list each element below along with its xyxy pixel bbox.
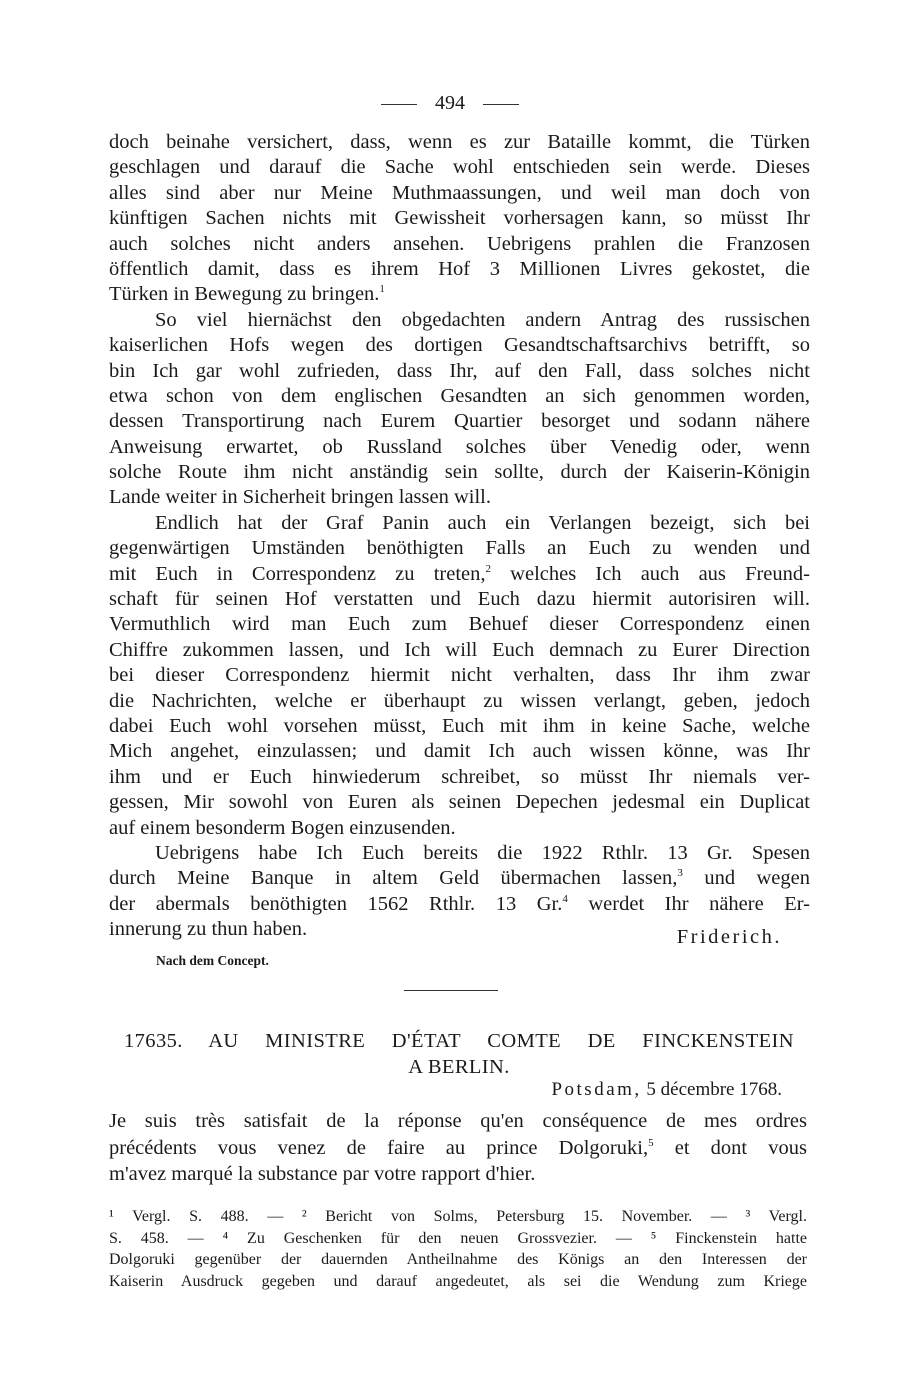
footnote-line <box>109 1206 807 1228</box>
body-line-text: auch solches nicht anders ansehen. Uebrigens prahlen die Franzosen <box>109 232 810 255</box>
body-line <box>109 841 810 866</box>
body-line <box>109 689 810 714</box>
body-line-text: künftigen Sachen nichts mit Gewissheit vorhersagen kann, so müsst Ihr <box>109 207 810 230</box>
body-line-text: etwa schon von dem englischen Gesandten an sich genommen worden, <box>109 384 810 407</box>
body-line-text: Türken in Bewegung zu bringen. <box>109 283 380 306</box>
body-line <box>109 562 810 587</box>
footnote-marker: 2 <box>485 562 491 575</box>
body-line-text: bin Ich gar wohl zufrieden, dass Ihr, auf den Fall, dass solches nicht <box>109 359 810 382</box>
body-line <box>109 790 810 815</box>
letter-line-continuation: et dont vous <box>653 1136 807 1159</box>
document-title-line2: A BERLIN. <box>408 1056 510 1078</box>
body-line <box>109 714 810 739</box>
body-line <box>109 282 810 307</box>
body-line-text: kaiserlichen Hofs wegen des dortigen Gesandtschaftsarchivs betrifft, so <box>109 334 810 357</box>
document-heading-line1 <box>124 1028 794 1054</box>
header-dash-left <box>381 104 417 105</box>
body-line <box>109 257 810 282</box>
document-heading <box>124 1028 794 1080</box>
body-line <box>109 892 810 917</box>
letter-line <box>109 1135 807 1162</box>
document-title-line1: AU MINISTRE D'ÉTAT COMTE DE FINCKENSTEIN <box>208 1030 794 1052</box>
body-line-text: durch Meine Banque in altem Geld übermachen lassen, <box>109 867 678 890</box>
body-line-text: gegenwärtigen Umständen benöthigten Falls an Euch zu wenden und <box>109 537 810 560</box>
body-line <box>109 384 810 409</box>
body-line <box>109 155 810 180</box>
body-line-text: alles sind aber nur Meine Muthmaassungen, und weil man doch von <box>109 181 810 204</box>
letter-line <box>109 1161 807 1188</box>
body-line <box>109 511 810 536</box>
body-line-text: dessen Transportirung nach Eurem Quartier besorget und sodann nähere <box>109 410 810 433</box>
body-line-text: solche Route ihm nicht anständig sein sollte, durch der Kaiserin-Königin <box>109 461 810 484</box>
body-line <box>109 485 810 510</box>
body-line <box>109 130 810 155</box>
body-lines <box>109 130 810 917</box>
body-line-text: Endlich hat der Graf Panin auch ein Verlangen bezeigt, sich bei <box>155 511 810 534</box>
body-line <box>109 435 810 460</box>
body-line-text: So viel hiernächst den obgedachten andern Antrag des russischen <box>155 308 810 331</box>
body-line-text: Uebrigens habe Ich Euch bereits die 1922 Rthlr. 13 Gr. Spesen <box>155 841 810 864</box>
body-line-continuation: welches Ich auch aus Freund- <box>491 562 810 585</box>
letter-line-text: Je suis très satisfait de la réponse qu'en conséquence de mes ordres <box>109 1110 807 1132</box>
body-line-text: Mich angehet, einzulassen; und damit Ich auch wissen könne, was Ihr <box>109 740 810 763</box>
footnote-line-text: S. 458. — ⁴ Zu Geschenken für den neuen Grossvezier. — ⁵ Finckenstein hatte <box>109 1229 807 1247</box>
closing-line: innerung zu thun haben. <box>109 918 308 941</box>
body-line <box>109 308 810 333</box>
closing-row <box>109 917 810 949</box>
footnote-marker: 4 <box>562 892 568 905</box>
body-line-text: Lande weiter in Sicherheit bringen lassen will. <box>109 486 491 509</box>
footnote-marker: 5 <box>648 1136 654 1149</box>
body-line <box>109 460 810 485</box>
page-number: 494 <box>435 92 465 114</box>
footnotes <box>109 1206 807 1292</box>
body-line-text: Chiffre zukommen lassen, und Ich will Euch demnach zu Eurer Direction <box>109 638 810 661</box>
body-line <box>109 765 810 790</box>
body-line-text: geschlagen und darauf die Sache wohl entschieden sein werde. Dieses <box>109 156 810 179</box>
body-line-text: schaft für seinen Hof verstatten und Euch dazu hiermit autorisiren will. <box>109 588 810 611</box>
body-line <box>109 333 810 358</box>
body-line <box>109 816 810 841</box>
footnote-marker: 1 <box>379 283 385 296</box>
body-line <box>109 866 810 891</box>
body-line <box>109 739 810 764</box>
body-line-text: Anweisung erwartet, ob Russland solches über Venedig oder, wenn <box>109 435 810 458</box>
body-line-continuation: werdet Ihr nähere Er- <box>567 892 810 915</box>
body-line <box>109 587 810 612</box>
dateline <box>551 1079 782 1101</box>
body-line <box>109 232 810 257</box>
body-line-text: mit Euch in Correspondenz zu treten, <box>109 562 486 585</box>
body-line-text: bei dieser Correspondenz hiermit nicht verhalten, dass Ihr ihm zwar <box>109 664 810 687</box>
header-dash-right <box>483 104 519 105</box>
body-line <box>109 612 810 637</box>
body-line <box>109 181 810 206</box>
letter-body-text <box>109 130 810 949</box>
footnote-marker: 3 <box>677 867 683 880</box>
body-line-text: ihm und er Euch hinwiederum schreibet, so müsst Ihr niemals ver- <box>109 765 810 788</box>
french-letter-text <box>109 1108 807 1188</box>
body-line-text: der abermals benöthigten 1562 Rthlr. 13 Gr. <box>109 892 563 915</box>
document-number: 17635. <box>124 1030 183 1052</box>
body-line <box>109 536 810 561</box>
body-line-text: öffentlich damit, dass es ihrem Hof 3 Millionen Livres gekostet, die <box>109 257 810 280</box>
footnote-line <box>109 1249 807 1271</box>
body-line <box>109 359 810 384</box>
footnote-line <box>109 1228 807 1250</box>
body-line-continuation: und wegen <box>682 867 810 890</box>
source-note: Nach dem Concept. <box>156 953 269 968</box>
footnote-line-text: ¹ Vergl. S. 488. — ² Bericht von Solms, Petersburg 15. November. — ³ Vergl. <box>109 1208 807 1225</box>
section-divider <box>404 990 498 991</box>
signature: Friderich. <box>676 926 782 949</box>
body-line-text: Vermuthlich wird man Euch zum Behuef dieser Correspondenz einen <box>109 613 810 636</box>
body-line-text: die Nachrichten, welche er überhaupt zu wissen verlangt, geben, jedoch <box>109 689 810 712</box>
body-line-text: auf einem besonderm Bogen einzusenden. <box>109 816 456 839</box>
body-line <box>109 663 810 688</box>
page-header <box>0 92 900 115</box>
footnote-line-text: Kaiserin Ausdruck gegeben und darauf angedeutet, als sei die Wendung zum Kriege <box>109 1272 807 1290</box>
footnote-line-text: Dolgoruki gegenüber der dauernden Antheilnahme des Königs an den Interessen der <box>109 1251 807 1268</box>
dateline-place: Potsdam, <box>551 1079 642 1100</box>
footnote-line <box>109 1271 807 1293</box>
body-line <box>109 206 810 231</box>
letter-line-text: précédents vous venez de faire au prince Dolgoruki, <box>109 1136 649 1159</box>
body-line <box>109 638 810 663</box>
letter-line <box>109 1108 807 1135</box>
body-line <box>109 409 810 434</box>
body-line-text: doch beinahe versichert, dass, wenn es zur Bataille kommt, die Türken <box>109 131 810 153</box>
letter-line-text: m'avez marqué la substance par votre rapport d'hier. <box>109 1163 536 1185</box>
body-line-text: gessen, Mir sowohl von Euren als seinen Depechen jedesmal ein Duplicat <box>109 791 810 814</box>
body-line-text: dabei Euch wohl vorsehen müsst, Euch mit ihm in keine Sache, welche <box>109 714 810 737</box>
dateline-date: 5 décembre 1768. <box>646 1079 782 1100</box>
